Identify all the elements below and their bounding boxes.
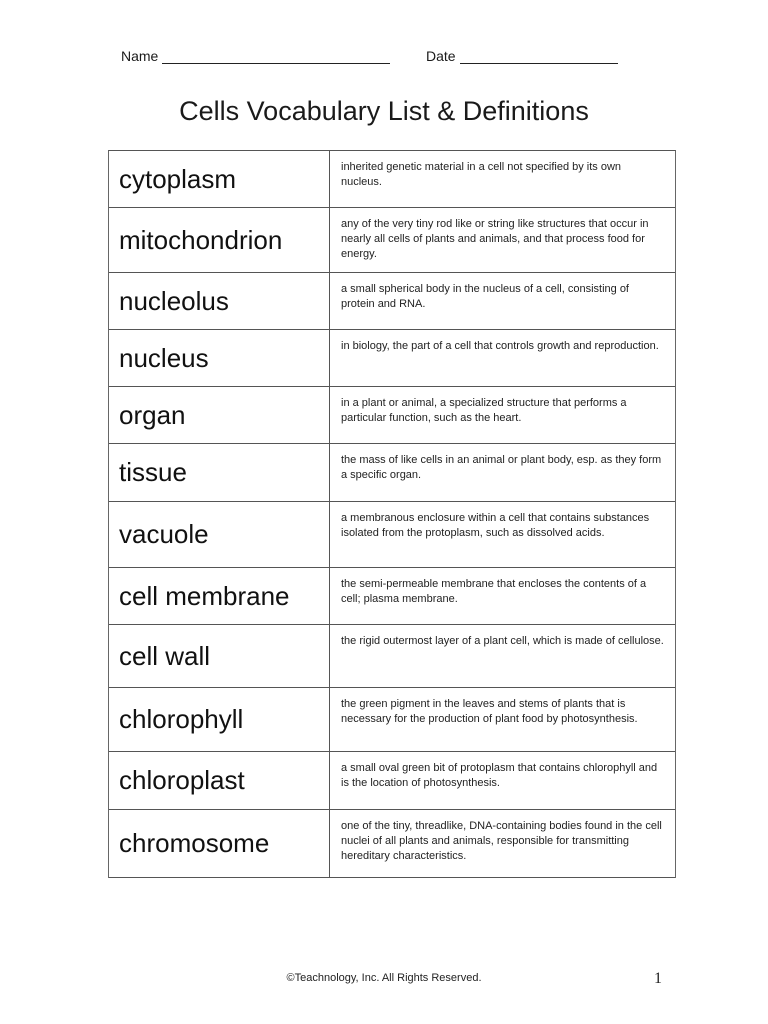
vocab-definition: the rigid outermost layer of a plant cell, which is made of cellulose.	[341, 635, 664, 647]
vocab-row	[109, 568, 675, 625]
vocab-row	[109, 330, 675, 387]
copyright-footer: ©Teachnology, Inc. All Rights Reserved.	[286, 972, 482, 984]
vocab-definition: the green pigment in the leaves and stems of plants that is necessary for the production of plant food by photosynthesis.	[341, 698, 638, 725]
vocab-term: chloroplast	[109, 752, 330, 809]
vocab-definition: in a plant or animal, a specialized structure that performs a particular function, such as the heart.	[341, 397, 627, 424]
vocab-term: chlorophyll	[109, 688, 330, 751]
vocab-row	[109, 752, 675, 810]
vocab-row	[109, 273, 675, 330]
vocab-term: chromosome	[109, 810, 330, 877]
date-label: Date	[426, 48, 456, 64]
vocab-definition: a membranous enclosure within a cell that contains substances isolated from the protoplasm, such as dissolved acids.	[341, 512, 650, 539]
vocab-definition: any of the very tiny rod like or string like structures that occur in nearly all cells of plants and animals, and that process food for energy.	[341, 218, 649, 260]
vocabulary-table	[108, 150, 676, 878]
name-blank-line[interactable]	[162, 48, 390, 64]
date-field	[426, 48, 618, 64]
vocab-term: mitochondrion	[109, 208, 330, 272]
vocab-row	[109, 810, 675, 878]
vocab-row	[109, 387, 675, 444]
vocab-row	[109, 688, 675, 752]
vocab-term: nucleolus	[109, 273, 330, 329]
vocab-definition: a small oval green bit of protoplasm that contains chlorophyll and is the location of photosynthesis.	[341, 762, 658, 789]
page-title: Cells Vocabulary List & Definitions	[179, 96, 589, 126]
vocab-row	[109, 444, 675, 502]
vocab-term: cytoplasm	[109, 151, 330, 207]
vocab-term: tissue	[109, 444, 330, 501]
page-number: 1	[654, 970, 662, 987]
vocab-definition: one of the tiny, threadlike, DNA-containing bodies found in the cell nuclei of all plants and animals, responsible for transmitting hereditary characteristics.	[341, 820, 662, 862]
vocab-definition: a small spherical body in the nucleus of a cell, consisting of protein and RNA.	[341, 283, 629, 310]
vocab-row	[109, 151, 675, 208]
vocab-row	[109, 625, 675, 688]
vocab-definition: in biology, the part of a cell that controls growth and reproduction.	[341, 340, 659, 352]
header-fields	[121, 48, 631, 68]
vocab-term: cell membrane	[109, 568, 330, 624]
vocab-definition: the mass of like cells in an animal or plant body, esp. as they form a specific organ.	[341, 454, 662, 481]
vocab-term: nucleus	[109, 330, 330, 386]
vocab-term: cell wall	[109, 625, 330, 687]
date-blank-line[interactable]	[460, 48, 618, 64]
vocab-definition: inherited genetic material in a cell not specified by its own nucleus.	[341, 161, 622, 188]
vocab-term: organ	[109, 387, 330, 443]
vocab-row	[109, 208, 675, 273]
vocab-term: vacuole	[109, 502, 330, 567]
name-label: Name	[121, 48, 159, 64]
vocab-row	[109, 502, 675, 568]
name-field	[121, 48, 390, 64]
vocab-definition: the semi-permeable membrane that encloses the contents of a cell; plasma membrane.	[341, 578, 647, 605]
